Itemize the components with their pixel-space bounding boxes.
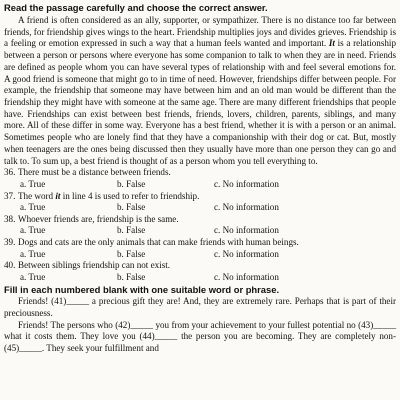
option-c[interactable]: c. No information [214,202,279,213]
question-40 [4,260,396,283]
option-a[interactable]: a. True [20,202,46,213]
question-number: 38. [4,213,16,224]
option-b[interactable]: b. False [117,178,146,189]
option-b[interactable]: b. False [117,225,146,236]
option-c[interactable]: c. No information [214,248,279,259]
question-37 [4,191,396,214]
question-38 [4,214,396,237]
question-number: 39. [4,236,16,247]
option-b[interactable]: b. False [117,248,146,259]
option-c[interactable]: c. No information [214,178,279,189]
question-36 [4,167,396,190]
option-b[interactable]: b. False [117,202,146,213]
question-39 [4,237,396,260]
reading-passage [4,15,396,167]
option-b[interactable]: b. False [117,271,146,282]
question-text-before: The word [18,190,56,201]
option-a[interactable]: a. True [20,271,46,282]
question-text: Whoever friends are, friendship is the same. [18,213,179,224]
question-text: Between siblings friendship can not exist. [18,260,171,271]
option-c[interactable]: c. No information [214,271,279,282]
option-a[interactable]: a. True [20,178,46,189]
passage-word-it: It [328,38,335,49]
passage-text-part-1: A friend is often considered as an ally, supporter, or sympathizer. There is no distance too far between friends, for friendship gives wings to the heart. Friendship multiplies joys and divides grieves. Friendship is a feeling or emotion expressed in such a way that a human feels wanted and important. [4,15,396,49]
question-word-it: it [55,190,61,201]
option-a[interactable]: a. True [20,248,46,259]
reading-instructions-heading: Read the passage carefully and choose the correct answer. [4,2,268,13]
option-a[interactable]: a. True [20,225,46,236]
fill-in-paragraph-2: Friends! The persons who (42)_____ you from your achievement to your fullest potential no (43)_____ what it costs them. They love you (44)_____ the person you are becoming. They are completely non-(45)_____. They seek your fulfillment and [4,319,396,354]
fill-in-instructions-heading: Fill in each numbered blank with one suitable word or phrase. [4,284,280,296]
question-text-after: in line 4 is used to refer to friendship. [60,190,200,201]
question-number: 36. [4,167,16,178]
passage-text-part-2: is a relationship between a person or persons where everyone has some companion to talk to when they are in need. Friends are defined as people whom you can have several types of relationship with and feel several emotions for. A good friend is someone that might go to in time of need. However, friendships differ between people. For example, the friendship that someone may have between him and an old man would be different than the friendship they might have with someone at the same age. There are many different friendships that people have. Friendships can exist between best friends, friends, lovers, children, parents, siblings, and many more. All of these differ in some way. Everyone has a best friend, whether it is with a person or an animal. Sometimes people who are lonely find that they have a companionship with their dog or cat. But, mostly when teenagers are the ones being discussed then they usually have more than one person they can go and talk to. To sum up, a best friend is thought of as a person whom you tell everything to. [4,38,396,166]
question-number: 40. [4,260,16,271]
fill-in-paragraph-1: Friends! (41)_____ a precious gift they are! And, they are extremely rare. Perhaps that is part of their preciousness. [4,296,396,318]
question-number: 37. [4,190,16,201]
option-c[interactable]: c. No information [214,225,279,236]
question-text: There must be a distance between friends. [18,167,171,178]
question-text: Dogs and cats are the only animals that can make friends with human beings. [18,236,299,247]
